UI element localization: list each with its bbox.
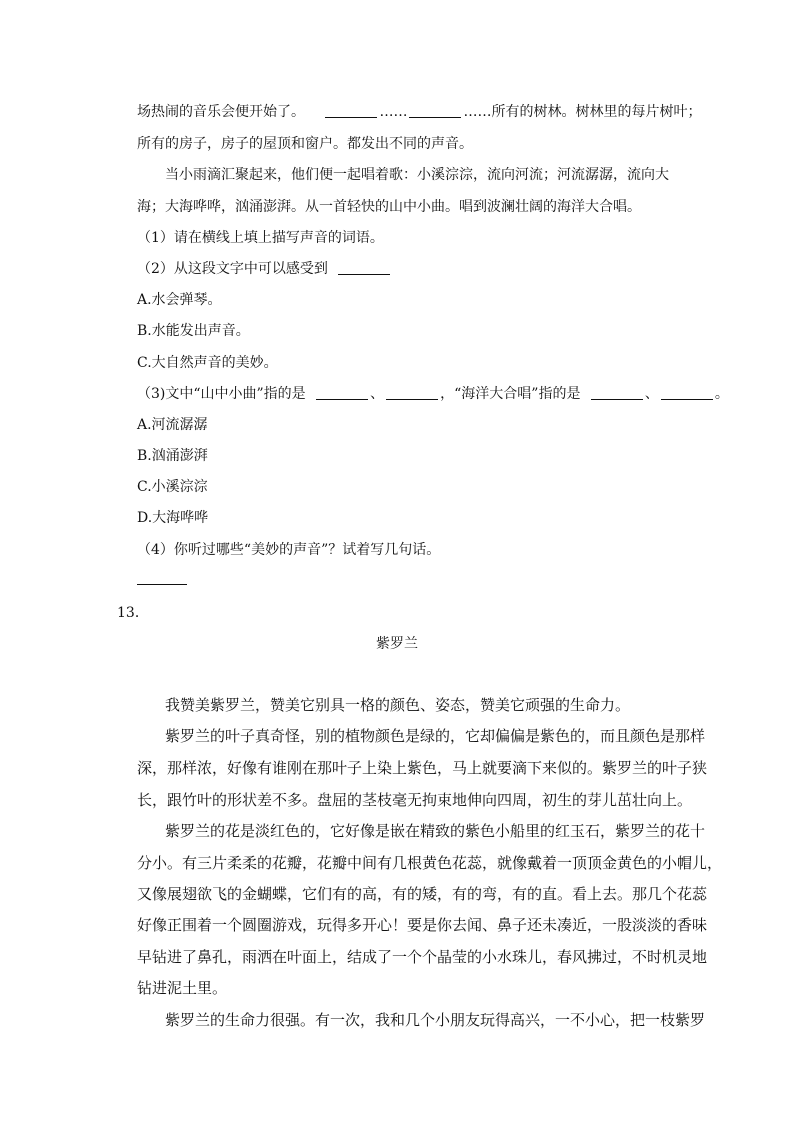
question-2: [137, 259, 392, 279]
question-number: 13．: [117, 605, 149, 621]
ellipsis: ……: [379, 104, 408, 120]
separator: 、: [370, 386, 385, 402]
passage-line: 我赞美紫罗兰，赞美它别具一格的颜色、姿态，赞美它顽强的生命力。: [165, 696, 631, 714]
option-a[interactable]: A.水会弹琴。: [137, 292, 222, 308]
paragraph-line: 海；大海哗哗，汹涌澎湃。从一首轻快的山中小曲。唱到波澜壮阔的海洋大合唱。: [137, 199, 641, 215]
period: 。: [714, 386, 729, 402]
passage-line: 又像展翅欲飞的金蝴蝶，它们有的高，有的矮，有的弯，有的直。看上去。那几个花蕊: [137, 885, 708, 903]
option-d[interactable]: D.大海哗哗: [137, 510, 209, 526]
answer-blank[interactable]: [661, 385, 713, 400]
passage-title: 紫罗兰: [376, 636, 418, 652]
answer-blank[interactable]: [591, 385, 643, 400]
passage-line: 早钻进了鼻孔，雨洒在叶面上，结成了一个个晶莹的小水珠儿，春风拂过，不时机灵地: [137, 948, 708, 966]
question-3: [137, 384, 729, 404]
separator: 、: [644, 386, 659, 402]
answer-blank[interactable]: [325, 103, 377, 118]
passage-line: 紫罗兰的叶子真奇怪，别的植物颜色是绿的，它却偏偏是紫色的，而且颜色是那样: [165, 727, 706, 745]
option-b[interactable]: B.汹涌澎湃: [137, 448, 208, 464]
answer-blank[interactable]: [386, 385, 438, 400]
text-segment: ……所有的树林。树林里的每片树叶；: [463, 104, 702, 120]
answer-blank[interactable]: [137, 584, 187, 585]
passage-line: 长，跟竹叶的形状差不多。盘屈的茎枝毫无拘束地伸向四周，初生的芽儿茁壮向上。: [137, 791, 693, 809]
paragraph-line: 当小雨滴汇聚起来，他们便一起唱着歌：小溪淙淙，流向河流；河流潺潺，流向大: [165, 167, 669, 183]
question-text: ，“海洋大合唱”指的是: [440, 386, 581, 402]
option-a[interactable]: A.河流潺潺: [137, 417, 208, 433]
passage-line: 深，那样浓，好像有谁刚在那叶子上染上紫色，马上就要滴下来似的。紫罗兰的叶子狭: [137, 759, 708, 777]
passage-line: 钻进泥土里。: [137, 979, 228, 997]
option-b[interactable]: B.水能发出声音。: [137, 323, 250, 339]
paragraph-line: [137, 102, 701, 122]
answer-blank[interactable]: [316, 385, 368, 400]
answer-blank[interactable]: [409, 103, 461, 118]
passage-line: 分小。有三片柔柔的花瓣，花瓣中间有几根黄色花蕊，就像戴着一顶顶金黄色的小帽儿，: [137, 854, 723, 872]
question-1: （1）请在横线上填上描写声音的词语。: [137, 230, 384, 246]
option-c[interactable]: C.大自然声音的美妙。: [137, 355, 278, 371]
passage-line: 好像正围着一个圆圈游戏，玩得多开心！要是你去闻、鼻子还未凑近，一股淡淡的香味: [137, 916, 708, 934]
answer-blank[interactable]: [338, 260, 390, 275]
paragraph-line: 所有的房子，房子的屋顶和窗户。都发出不同的声音。: [137, 136, 473, 152]
question-4: （4）你听过哪些“美妙的声音”？试着写几句话。: [137, 542, 441, 558]
question-text: （2）从这段文字中可以感受到: [137, 261, 328, 277]
text-segment: 场热闹的音乐会便开始了。: [137, 104, 305, 120]
option-c[interactable]: C.小溪淙淙: [137, 479, 208, 495]
passage-line: 紫罗兰的生命力很强。有一次，我和几个小朋友玩得高兴，一不小心，把一枝紫罗: [165, 1011, 706, 1029]
passage-line: 紫罗兰的花是淡红色的，它好像是嵌在精致的紫色小船里的红玉石，紫罗兰的花十: [165, 822, 706, 840]
question-text: （3)文中“山中小曲”指的是: [137, 386, 306, 402]
